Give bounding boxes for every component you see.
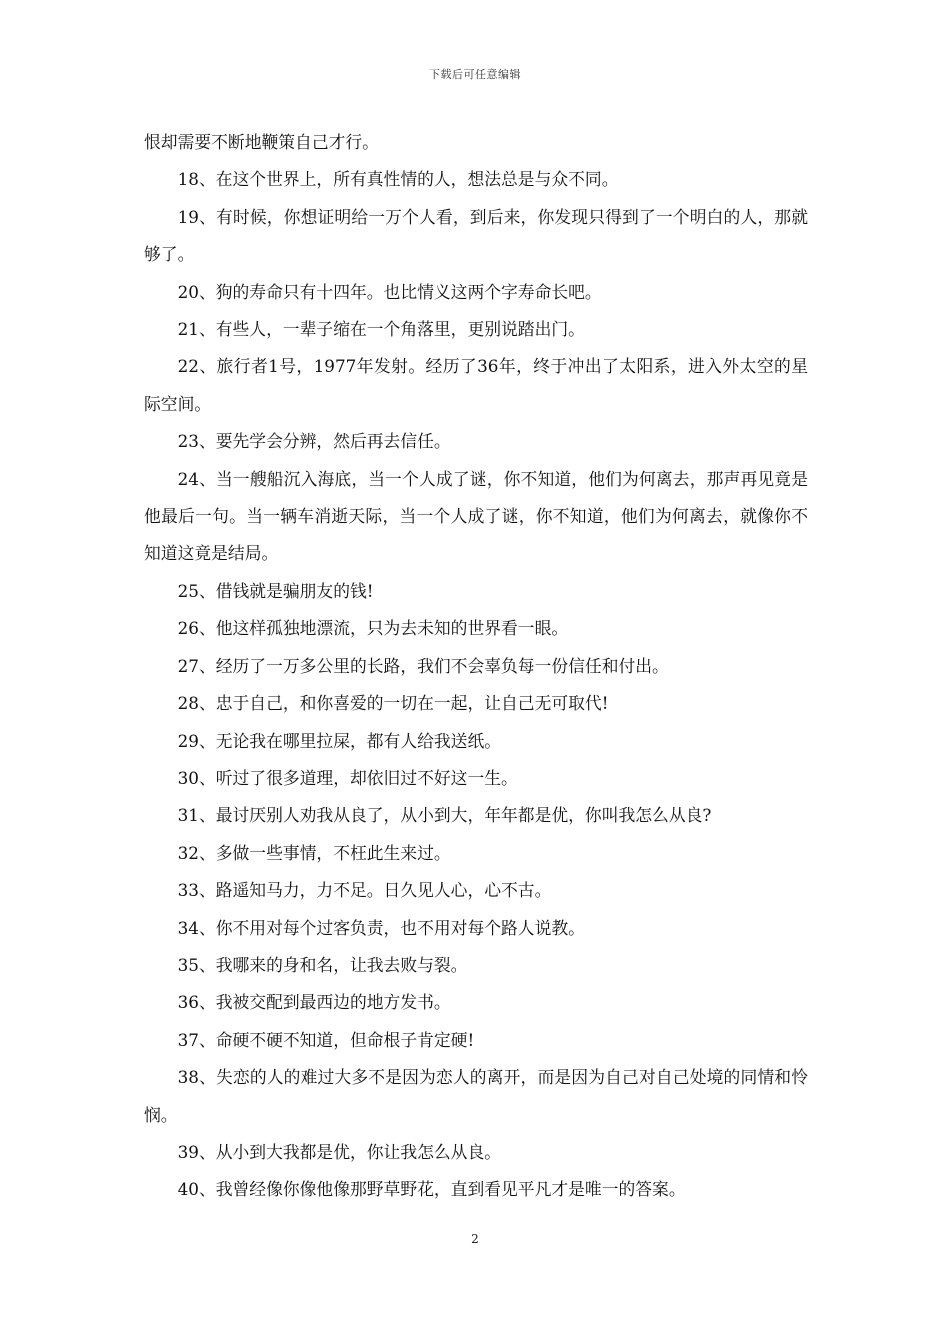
paragraph: 28、忠于自己，和你喜爱的一切在一起，让自己无可取代! — [177, 693, 609, 714]
paragraph: 38、失恋的人的难过大多不是因为恋人的离开，而是因为自己对自己处境的同情和怜悯。 — [144, 1067, 808, 1125]
paragraph: 19、有时候，你想证明给一万个人看，到后来，你发现只得到了一个明白的人，那就够了。 — [144, 206, 808, 265]
paragraph: 31、最讨厌别人劝我从良了，从小到大，年年都是优，你叫我怎么从良? — [177, 805, 712, 826]
paragraph: 23、要先学会分辨，然后再去信任。 — [177, 431, 451, 452]
paragraph: 24、当一艘船沉入海底，当一个人成了谜，你不知道，他们为何离去，那声再见竟是他最后一句。当一辆车消逝天际，当一个人成了谜，你不知道，他们为何离去，就像你不知道这竟是结局。 — [144, 468, 808, 564]
paragraph: 35、我哪来的身和名，让我去败与裂。 — [177, 954, 468, 975]
paragraph: 22、旅行者1号，1977年发射。经历了36年，终于冲出了太阳系，进入外太空的星际空间。 — [144, 356, 808, 414]
page-number: 2 — [471, 1232, 479, 1246]
paragraph: 37、命硬不硬不知道，但命根子肯定硬! — [177, 1029, 475, 1050]
document-body — [144, 124, 808, 1209]
paragraph: 18、在这个世界上，所有真性情的人，想法总是与众不同。 — [177, 169, 619, 190]
paragraph: 27、经历了一万多公里的长路，我们不会辜负每一份信任和付出。 — [177, 655, 669, 676]
paragraph: 20、狗的寿命只有十四年。也比情义这两个字寿命长吧。 — [177, 281, 602, 302]
page-header: 下载后可任意编辑 — [429, 68, 521, 81]
paragraph: 34、你不用对每个过客负责，也不用对每个路人说教。 — [177, 917, 585, 938]
paragraph: 30、听过了很多道理，却依旧过不好这一生。 — [177, 767, 518, 788]
paragraph: 25、借钱就是骗朋友的钱! — [177, 580, 374, 601]
paragraph: 32、多做一些事情，不枉此生来过。 — [177, 842, 451, 863]
paragraph: 21、有些人，一辈子缩在一个角落里，更别说踏出门。 — [177, 319, 585, 340]
paragraph: 36、我被交配到最西边的地方发书。 — [177, 992, 451, 1013]
paragraph: 29、无论我在哪里拉屎，都有人给我送纸。 — [177, 730, 502, 751]
paragraph: 26、他这样孤独地漂流，只为去未知的世界看一眼。 — [177, 618, 569, 639]
paragraph: 33、路遥知马力，力不足。日久见人心，心不古。 — [177, 880, 552, 901]
paragraph: 恨却需要不断地鞭策自己才行。 — [144, 132, 379, 152]
paragraph: 39、从小到大我都是优，你让我怎么从良。 — [177, 1141, 502, 1162]
paragraph: 40、我曾经像你像他像那野草野花，直到看见平凡才是唯一的答案。 — [177, 1179, 686, 1200]
